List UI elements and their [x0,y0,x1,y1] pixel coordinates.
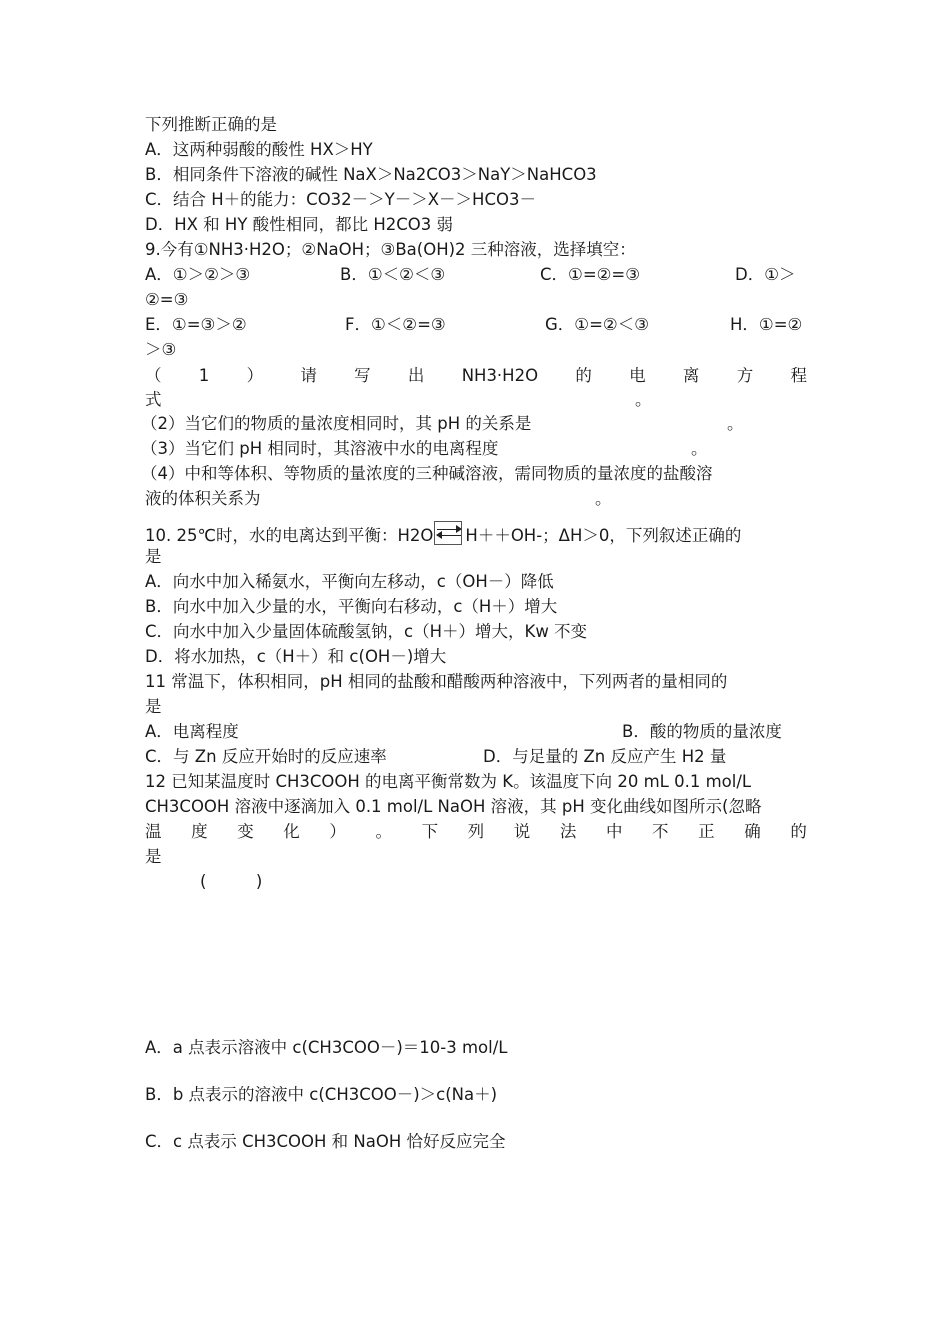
q11-options-row-1 [145,721,782,743]
q9-option-d-cont: ②=③ [145,290,189,309]
q9-option-e: E．①=③＞② [145,315,247,334]
q12-part: 下 [421,822,439,841]
q9-3-period: 。 [691,439,708,458]
question-9-stem: 9.今有①NH3·H2O；②NaOH；③Ba(OH)2 三种溶液，选择填空： [145,240,636,259]
q12-option-a: A．a 点表示溶液中 c(CH3COO－)＝10-3 mol/L [145,1038,508,1057]
answer-parentheses: ( ) [200,872,263,891]
q9-1-part: 1 [198,366,210,385]
q9-2-text: （2）当它们的物质的量浓度相同时，其 pH 的关系是 [141,414,532,433]
q12-part: 化 [283,822,300,841]
q12-option-c: C．c 点表示 CH3COOH 和 NaOH 恰好反应完全 [145,1132,506,1151]
q11-option-c: C．与 Zn 反应开始时的反应速率 [145,747,387,766]
q9-1-part: 出 [407,366,425,385]
q10-option-b: B．向水中加入少量的水，平衡向右移动，c（H＋）增大 [145,597,558,616]
q9-1-cont-text: 式 [145,390,162,409]
q9-1-part: 程 [790,366,807,385]
q9-option-h-cont: ＞③ [145,340,177,359]
q9-part-1 [145,365,807,387]
q9-2-period: 。 [727,414,744,433]
option-c: C．结合 H＋的能力：CO32－＞Y－＞X－＞HCO3－ [145,190,536,209]
q12-part: 变 [237,822,254,841]
q9-option-d: D．①＞ [735,265,796,284]
q9-option-b: B．①＜②＜③ [340,265,446,284]
q11-options-row-2 [145,746,727,768]
q12-part: 法 [559,822,577,841]
q9-4-period: 。 [595,489,612,508]
q9-1-part: 写 [354,366,371,385]
q9-1-part: 请 [300,366,317,385]
q9-part-2 [141,413,744,435]
q12-part: 不 [652,822,669,841]
q12-part: 度 [191,822,208,841]
q10-stem-a: 10. 25℃时，水的电离达到平衡：H2O [145,526,434,545]
q12-part: 的 [790,822,807,841]
question-11-cont: 是 [145,697,162,716]
q10-stem-b: H＋＋OH-；ΔH＞0，下列叙述正确的 [465,526,742,545]
q9-option-a: A．①＞②＞③ [145,265,251,284]
question-12-line-3 [145,821,807,843]
q9-part-4: （4）中和等体积、等物质的量浓度的三种碱溶液，需同物质的量浓度的盐酸溶 [141,464,713,483]
q9-1-part: 电 [629,366,646,385]
q9-1-part: ） [246,366,264,385]
intro-line: 下列推断正确的是 [145,115,277,134]
question-12-line-2: CH3COOH 溶液中逐滴加入 0.1 mol/L NaOH 溶液，其 pH 变化曲线如图所示(忽略 [145,797,762,816]
q9-option-f: F．①＜②=③ [345,315,446,334]
q12-part: 列 [467,822,485,841]
option-a: A．这两种弱酸的酸性 HX＞HY [145,140,373,159]
question-10-stem [145,521,741,547]
question-12-line-4: 是 [145,847,162,866]
q9-1-part: 离 [682,366,700,385]
q9-1-part: NH3·H2O [461,366,539,385]
q12-part: ） [329,822,346,841]
q9-3-text: （3）当它们 pH 相同时，其溶液中水的电离程度 [141,439,499,458]
question-10-cont: 是 [145,547,162,566]
q12-part: 确 [744,822,761,841]
q9-part-3 [141,438,708,460]
option-d: D．HX 和 HY 酸性相同，都比 H2CO3 弱 [145,215,454,234]
equilibrium-arrow-icon [434,521,464,547]
q11-option-d: D．与足量的 Zn 反应产生 H2 量 [483,747,727,766]
q12-part: 正 [698,822,715,841]
q9-option-g: G．①=②＜③ [545,315,649,334]
q9-part-1-cont [145,389,652,411]
q9-part-4-cont [145,488,612,510]
q10-option-d: D．将水加热，c（H＋）和 c(OH－)增大 [145,647,447,666]
q9-1-part: （ [145,366,162,385]
q9-1-period: 。 [635,390,652,409]
q12-option-b: B．b 点表示的溶液中 c(CH3COO－)＞c(Na＋) [145,1085,498,1104]
q12-part: 说 [513,822,531,841]
q10-option-a: A．向水中加入稀氨水，平衡向左移动，c（OH－）降低 [145,572,554,591]
q9-1-part: 方 [736,366,754,385]
q12-part: 温 [145,822,162,841]
question-12-line-1: 12 已知某温度时 CH3COOH 的电离平衡常数为 K。该温度下向 20 mL 0.1 mol/L [145,772,752,791]
q12-part: 。 [375,822,392,841]
option-b: B．相同条件下溶液的碱性 NaX＞Na2CO3＞NaY＞NaHCO3 [145,165,597,184]
q12-part: 中 [605,822,623,841]
question-11-stem: 11 常温下，体积相同，pH 相同的盐酸和醋酸两种溶液中，下列两者的量相同的 [145,672,728,691]
q10-option-c: C．向水中加入少量固体硫酸氢钠，c（H＋）增大，Kw 不变 [145,622,588,641]
q11-option-b: B．酸的物质的量浓度 [622,722,782,741]
q9-option-h: H．①=② [730,315,803,334]
q9-1-part: 的 [575,366,592,385]
q9-option-c: C．①=②=③ [540,265,641,284]
q9-4-cont-text: 液的体积关系为 [145,489,261,508]
q11-option-a: A．电离程度 [145,722,239,741]
